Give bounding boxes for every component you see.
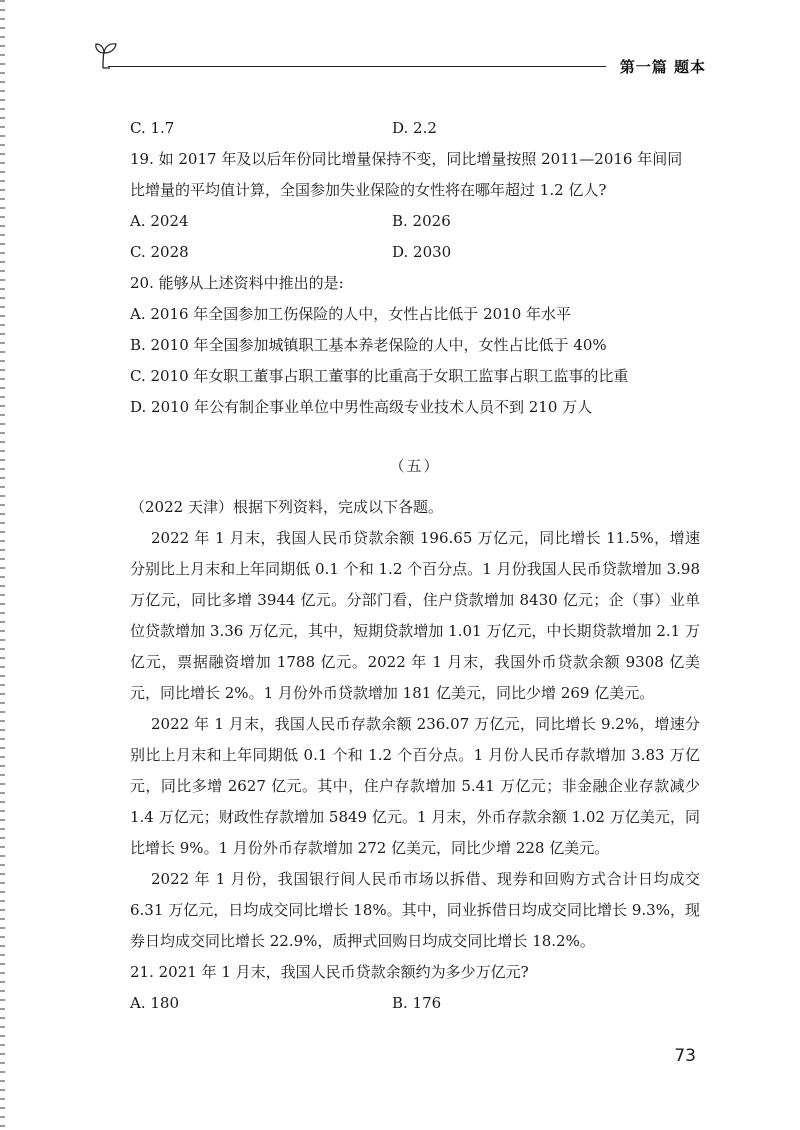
material-paragraph-3: 2022 年 1 月份，我国银行间人民币市场以拆借、现券和回购方式合计日均成交 6.31 万亿元，日均成交同比增长 18%。其中，同业拆借日均成交同比增长 9.3%，现券日均成交同比增长 22.9%，质押式回购日均成交同比增长 18.2%。 — [130, 870, 700, 950]
option-a: A. 2024 — [130, 212, 189, 230]
q19-stem-line1: 19. 如 2017 年及以后年份同比增量保持不变，同比增量按照 2011—2016 年间同 — [130, 150, 683, 168]
option-d: D. 2030 — [392, 243, 452, 261]
option-a: A. 180 — [130, 994, 179, 1012]
option-b: B. 176 — [392, 994, 442, 1012]
option-c: C. 1.7 — [130, 119, 175, 137]
page-header — [94, 38, 706, 78]
page-content — [130, 113, 700, 1019]
page-number: 73 — [674, 1046, 696, 1066]
section-intro: （2022 天津）根据下列资料，完成以下各题。 — [130, 498, 443, 516]
q20-stem: 20. 能够从上述资料中推出的是: — [130, 274, 344, 292]
q20-option-a: A. 2016 年全国参加工伤保险的人中，女性占比低于 2010 年水平 — [130, 305, 572, 323]
q20-option-c: C. 2010 年女职工董事占职工董事的比重高于女职工监事占职工监事的比重 — [130, 367, 629, 385]
material-paragraph-2: 2022 年 1 月末，我国人民币存款余额 236.07 万亿元，同比增长 9.2%，增速分别比上月末和上年同期低 0.1 个和 1.2 个百分点。1 月份人民币存款增加 3.83 万亿元，同比多增 2627 亿元。其中，住户存款增加 5.41 万亿元；非金融企业存款减少 1.4 万亿元；财政性存款增加 5849 亿元。1 月末，外币存款余额 1.02 万亿美元，同比增长 9%。1 月份外币存款增加 272 亿美元，同比少增 228 亿美元。 — [130, 715, 700, 857]
section-title: （五） — [389, 457, 441, 475]
q21-stem: 21. 2021 年 1 月末，我国人民币贷款余额约为多少万亿元? — [130, 963, 529, 981]
q19-stem-line2: 比增量的平均值计算，全国参加失业保险的女性将在哪年超过 1.2 亿人? — [130, 181, 607, 199]
q19-options-cd — [130, 237, 700, 268]
option-d: D. 2.2 — [392, 119, 437, 137]
q21-options-ab — [130, 988, 700, 1019]
q19-options-ab — [130, 206, 700, 237]
material-paragraph-1: 2022 年 1 月末，我国人民币贷款余额 196.65 万亿元，同比增长 11.5%，增速分别比上月末和上年同期低 0.1 个和 1.2 个百分点。1 月份我国人民币贷款增加 3.98 万亿元，同比多增 3944 亿元。分部门看，住户贷款增加 8430 亿元；企（事）业单位贷款增加 3.36 万亿元，其中，短期贷款增加 1.01 万亿元，中长期贷款增加 2.1 万亿元，票据融资增加 1788 亿元。2022 年 1 月末，我国外币贷款余额 9308 亿美元，同比增长 2%。1 月份外币贷款增加 181 亿美元，同比少增 269 亿美元。 — [130, 529, 700, 702]
option-b: B. 2026 — [392, 212, 451, 230]
q18-options — [130, 113, 700, 144]
header-title: 第一篇 题本 — [619, 58, 706, 76]
binding-edge — [0, 0, 5, 1130]
q20-option-d: D. 2010 年公有制企事业单位中男性高级专业技术人员不到 210 万人 — [130, 398, 593, 416]
q20-option-b: B. 2010 年全国参加城镇职工基本养老保险的人中，女性占比低于 40% — [130, 336, 607, 354]
option-c: C. 2028 — [130, 243, 189, 261]
header-rule — [108, 66, 606, 67]
